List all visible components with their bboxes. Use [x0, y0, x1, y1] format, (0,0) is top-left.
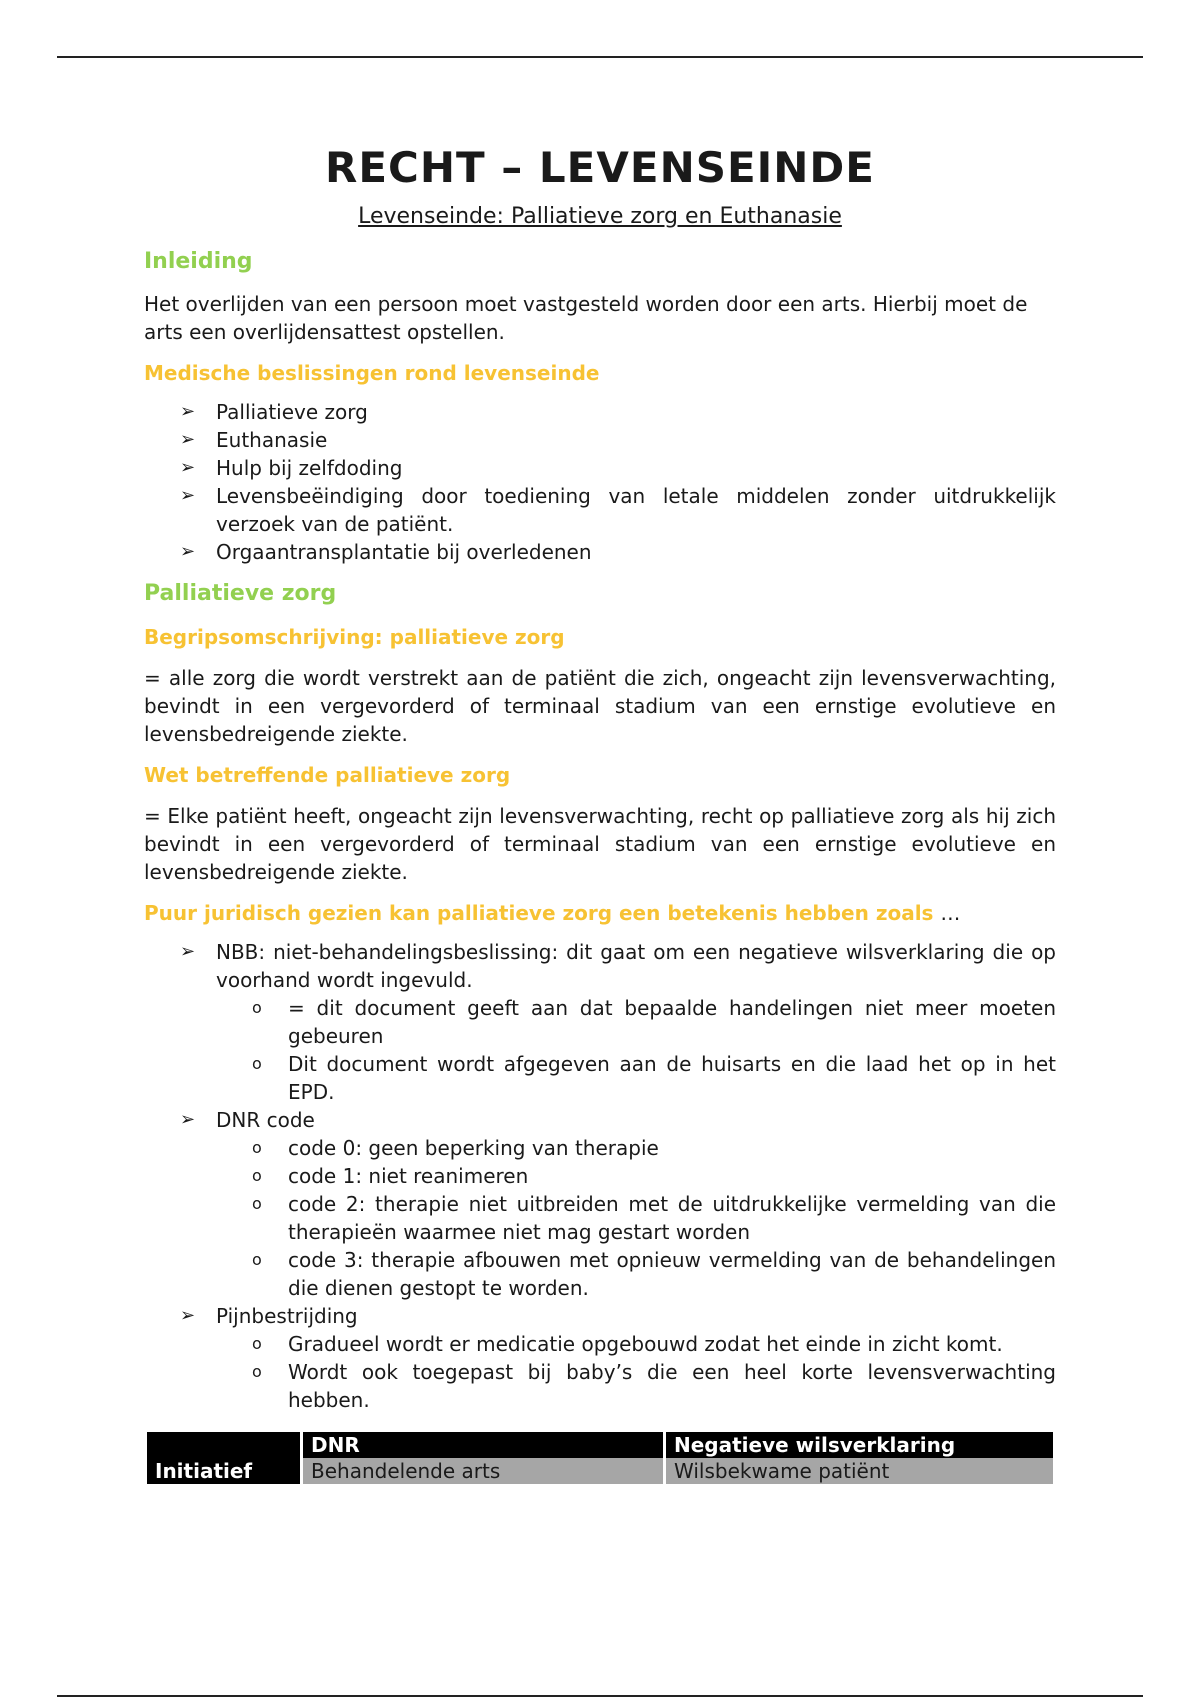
juridisch-list [144, 938, 1056, 1414]
circle-bullet-icon: o [252, 1334, 262, 1353]
list-item: ➢ NBB: niet-behandelingsbeslissing: dit gaat om een negatieve wilsverklaring die op voorhand wordt ingevuld. o = dit document geeft aan dat bepaalde handelingen niet meer moeten gebeuren o Dit document wordt afgegeven aan de huisarts en die laad het op in het EPD. [180, 940, 1056, 1104]
page-content [144, 140, 1056, 1484]
circle-bullet-icon: o [252, 998, 262, 1017]
top-rule [57, 56, 1143, 58]
bottom-rule [57, 1695, 1143, 1697]
table-header-cell [147, 1432, 300, 1458]
list-item: ➢ Pijnbestrijding o Gradueel wordt er medicatie opgebouwd zodat het einde in zicht komt. o Wordt ook toegepast bij baby’s die een heel korte levensverwachting hebben. [180, 1304, 1056, 1412]
page-title: RECHT – LEVENSEINDE [325, 143, 875, 192]
list-item: ➢ Orgaantransplantatie bij overledenen [180, 540, 592, 564]
heading-juridisch-ellipsis: … [940, 901, 961, 925]
sub-list-item: o Gradueel wordt er medicatie opgebouwd zodat het einde in zicht komt. [252, 1332, 1003, 1356]
list-item: ➢ Euthanasie [180, 428, 328, 452]
sub-list-item: o code 0: geen beperking van therapie [252, 1136, 659, 1160]
list-item: ➢ Hulp bij zelfdoding [180, 456, 403, 480]
arrow-bullet-icon: ➢ [180, 541, 196, 562]
sub-list [216, 1134, 1056, 1302]
table-row [147, 1458, 1053, 1484]
begrip-text: = alle zorg die wordt verstrekt aan de patiënt die zich, ongeacht zijn levensverwachting, bevindt in een vergevorderd of terminaal stadium van een ernstige evolutieve en levensbedreigende ziekte. [144, 666, 1056, 746]
comparison-table [144, 1432, 1056, 1484]
table-header-row [147, 1432, 1053, 1458]
inleiding-text: Het overlijden van een persoon moet vastgesteld worden door een arts. Hierbij moet de arts een overlijdensattest opstellen. [144, 292, 1028, 344]
table-cell: Behandelende arts [303, 1458, 663, 1484]
circle-bullet-icon: o [252, 1166, 262, 1185]
sub-list [216, 1330, 1056, 1414]
list-item: ➢ Palliatieve zorg [180, 400, 368, 424]
arrow-bullet-icon: ➢ [180, 941, 196, 962]
table-header-cell: DNR [303, 1432, 663, 1458]
sub-list-item: o code 2: therapie niet uitbreiden met de uitdrukkelijke vermelding van die therapieën waarmee niet mag gestart worden [252, 1192, 1056, 1244]
heading-palliatieve-zorg: Palliatieve zorg [144, 581, 337, 606]
heading-begripsomschrijving: Begripsomschrijving: palliatieve zorg [144, 625, 565, 649]
arrow-bullet-icon: ➢ [180, 1305, 196, 1326]
arrow-bullet-icon: ➢ [180, 457, 196, 478]
table-cell: Wilsbekwame patiënt [666, 1458, 1053, 1484]
arrow-bullet-icon: ➢ [180, 401, 196, 422]
arrow-bullet-icon: ➢ [180, 1109, 196, 1130]
circle-bullet-icon: o [252, 1194, 262, 1213]
sub-list-item: o code 3: therapie afbouwen met opnieuw vermelding van de behandelingen die dienen gestopt te worden. [252, 1248, 1056, 1300]
table-row-header: Initiatief [147, 1458, 300, 1484]
circle-bullet-icon: o [252, 1250, 262, 1269]
sub-list-item: o Wordt ook toegepast bij baby’s die een heel korte levensverwachting hebben. [252, 1360, 1056, 1412]
circle-bullet-icon: o [252, 1138, 262, 1157]
heading-juridisch-text: Puur juridisch gezien kan palliatieve zorg een betekenis hebben zoals [144, 901, 934, 925]
heading-inleiding: Inleiding [144, 249, 253, 274]
arrow-bullet-icon: ➢ [180, 485, 196, 506]
arrow-bullet-icon: ➢ [180, 429, 196, 450]
list-item: ➢ DNR code o code 0: geen beperking van therapie o code 1: niet reanimeren o code 2: therapie niet uitbreiden met de uitdrukkelijke vermelding van die therapieën waarmee niet mag gestart worden o code 3: therapie afbouwen met opnieuw vermelding van de behandelingen die dienen gestopt te worden. [180, 1108, 1056, 1300]
sub-list-item: o Dit document wordt afgegeven aan de huisarts en die laad het op in het EPD. [252, 1052, 1056, 1104]
sub-list-item: o code 1: niet reanimeren [252, 1164, 529, 1188]
circle-bullet-icon: o [252, 1054, 262, 1073]
circle-bullet-icon: o [252, 1362, 262, 1381]
wet-text: = Elke patiënt heeft, ongeacht zijn levensverwachting, recht op palliatieve zorg als hij zich bevindt in een vergevorderd of terminaal stadium van een ernstige evolutieve en levensbedreigende ziekte. [144, 804, 1056, 884]
list-item: ➢ Levensbeëindiging door toediening van letale middelen zonder uitdrukkelijk verzoek van de patiënt. [180, 484, 1056, 536]
heading-medische-beslissingen: Medische beslissingen rond levenseinde [144, 361, 600, 385]
heading-juridisch [144, 898, 1056, 928]
heading-wet-palliatieve-zorg: Wet betreffende palliatieve zorg [144, 763, 511, 787]
page-subtitle: Levenseinde: Palliatieve zorg en Euthanasie [358, 204, 842, 229]
medische-beslissingen-list [144, 398, 1056, 566]
sub-list-item: o = dit document geeft aan dat bepaalde handelingen niet meer moeten gebeuren [252, 996, 1056, 1048]
sub-list [216, 994, 1056, 1106]
table-header-cell: Negatieve wilsverklaring [666, 1432, 1053, 1458]
